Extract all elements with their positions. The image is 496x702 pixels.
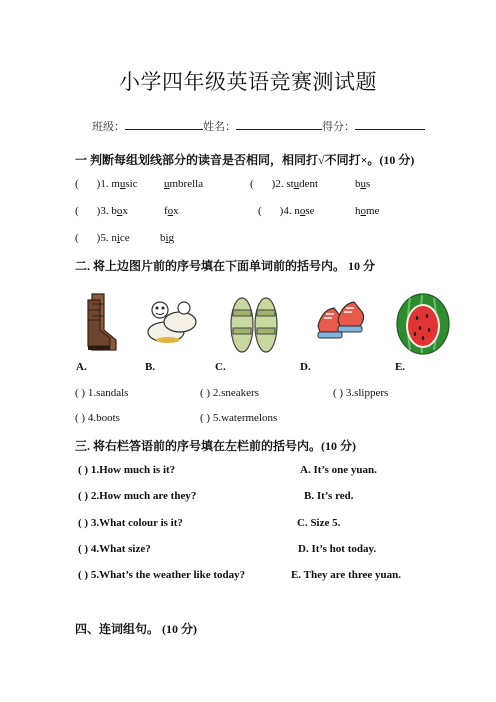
- s3-question-3: ( ) 3.What colour is it?: [78, 517, 183, 529]
- page-title: 小学四年级英语竞赛测试题: [119, 70, 377, 94]
- s3-answer-c: C. Size 5.: [297, 517, 341, 529]
- s2-item-boots: ( ) 4.boots: [75, 412, 120, 424]
- s1-item-2-word2: bus: [355, 178, 371, 190]
- picture-letter-b: B.: [145, 361, 156, 373]
- score-blank[interactable]: [355, 119, 425, 130]
- section2-heading: 二. 将上边图片前的序号填在下面单词前的括号内。 10 分: [75, 259, 376, 273]
- picture-letter-d: D.: [300, 361, 311, 373]
- section3-heading: 三. 将右栏答语前的序号填在左栏前的括号内。(10 分): [75, 439, 356, 453]
- class-blank[interactable]: [125, 119, 203, 130]
- s3-question-5: ( ) 5.What’s the weather like today?: [78, 569, 246, 581]
- s1-item-4: ( )4. nose: [258, 205, 315, 217]
- s2-item-sandals: ( ) 1.sandals: [75, 387, 129, 399]
- score-label: 得分：: [322, 121, 355, 133]
- s1-item-4-word2: home: [355, 205, 380, 217]
- s2-item-sneakers: ( ) 2.sneakers: [200, 387, 259, 399]
- s3-question-1: ( ) 1.How much is it?: [78, 464, 176, 476]
- s1-item-3: ( )3. box: [75, 205, 128, 217]
- slippers-picture: [146, 296, 198, 348]
- student-info: [92, 118, 425, 134]
- s1-item-2: ( )2. student: [250, 178, 319, 190]
- picture-letter-e: E.: [395, 361, 406, 373]
- s2-item-slippers: ( ) 3.slippers: [333, 387, 389, 399]
- s1-item-5: ( )5. nice: [75, 232, 130, 244]
- s3-question-4: ( ) 4.What size?: [78, 543, 151, 555]
- picture-letter-a: A.: [76, 361, 87, 373]
- s3-answer-b: B. It’s red.: [304, 490, 354, 502]
- watermelon-picture: [396, 292, 452, 356]
- section4-heading: 四、连词组句。 (10 分): [75, 622, 197, 636]
- s1-item-1-word2: umbrella: [164, 178, 204, 190]
- class-label: 班级：: [92, 121, 125, 133]
- sandals-picture: [229, 296, 279, 354]
- s3-question-2: ( ) 2.How much are they?: [78, 490, 197, 502]
- s2-item-watermelons: ( ) 5.watermelons: [200, 412, 278, 424]
- s3-answer-a: A. It’s one yuan.: [300, 464, 377, 476]
- s1-item-1: ( )1. music: [75, 178, 138, 190]
- s1-item-5-word2: big: [160, 232, 175, 244]
- name-label: 姓名：: [203, 121, 236, 133]
- boots-picture: [86, 292, 120, 354]
- s1-item-3-word2: fox: [164, 205, 179, 217]
- name-blank[interactable]: [236, 119, 322, 130]
- picture-letter-c: C.: [215, 361, 226, 373]
- sneakers-picture: [314, 296, 366, 348]
- s3-answer-d: D. It’s hot today.: [298, 543, 377, 555]
- s3-answer-e: E. They are three yuan.: [291, 569, 402, 581]
- section1-heading: 一 判断每组划线部分的读音是否相同，相同打√不同打×。(10 分): [75, 153, 415, 167]
